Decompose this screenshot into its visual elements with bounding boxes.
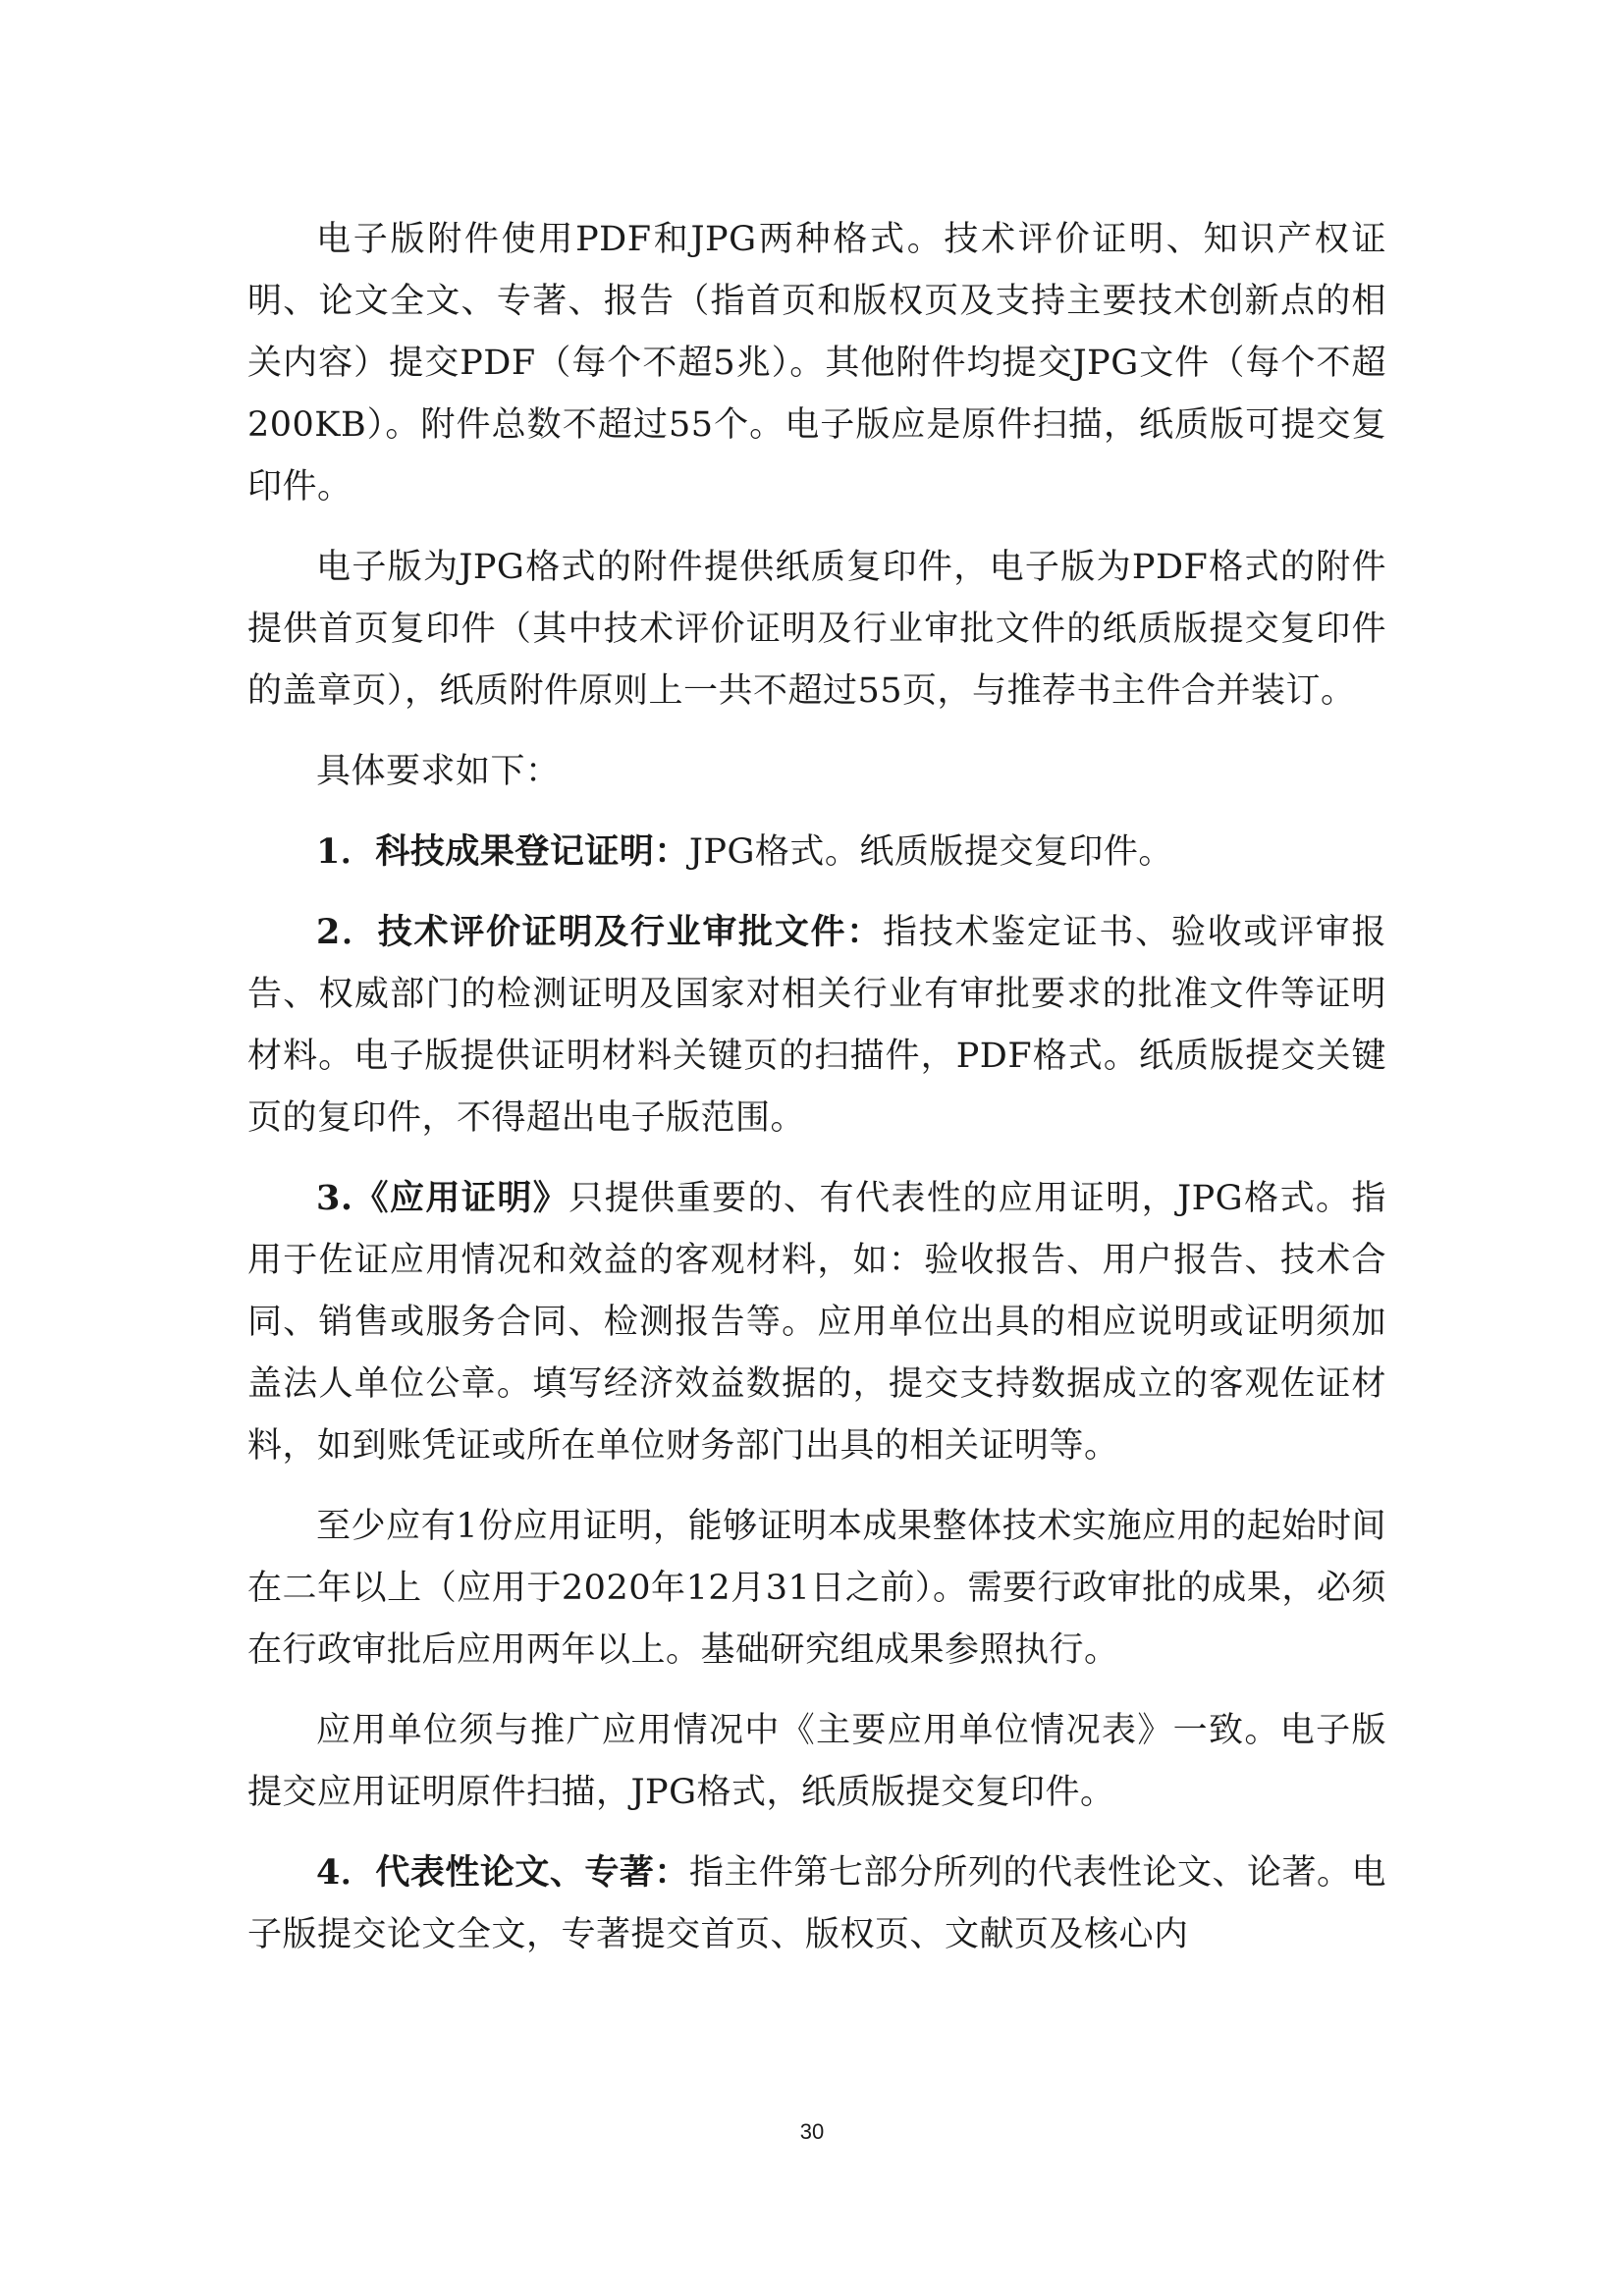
item-application-proof [247, 1167, 1386, 1477]
paragraph-text: 电子版为JPG格式的附件提供纸质复印件，电子版为PDF格式的附件提供首页复印件（其中技术评价证明及行业审批文件的纸质版提交复印件的盖章页），纸质附件原则上一共不超过55页，与推荐书主件合并装订。 [247, 548, 1386, 711]
paragraph-text: 指技术鉴定证书、验收或评审报告、权威部门的检测证明及国家对相关行业有审批要求的批准文件等证明材料。电子版提供证明材料关键页的扫描件，PDF格式。纸质版提交关键页的复印件，不得超出电子版范围。 [247, 913, 1386, 1138]
paragraph-text: 只提供重要的、有代表性的应用证明，JPG格式。指用于佐证应用情况和效益的客观材料，如：验收报告、用户报告、技术合同、销售或服务合同、检测报告等。应用单位出具的相应说明或证明须加盖法人单位公章。填写经济效益数据的，提交支持数据成立的客观佐证材料，如到账凭证或所在单位财务部门出具的相关证明等。 [247, 1179, 1386, 1466]
page-number: 30 [799, 2119, 825, 2144]
paragraph-text: 应用单位须与推广应用情况中《主要应用单位情况表》一致。电子版提交应用证明原件扫描，JPG格式，纸质版提交复印件。 [247, 1711, 1386, 1812]
item-title: 2．技术评价证明及行业审批文件： [316, 912, 884, 952]
item-title: 3.《应用证明》 [316, 1178, 569, 1218]
item-title: 4．代表性论文、专著： [316, 1852, 689, 1893]
body-text [247, 208, 1386, 1966]
paragraph-text: 至少应有1份应用证明，能够证明本成果整体技术实施应用的起始时间在二年以上（应用于2020年12月31日之前）。需要行政审批的成果，必须在行政审批后应用两年以上。基础研究组成果参照执行。 [247, 1507, 1386, 1670]
paragraph-paper-copies [247, 536, 1386, 722]
item-title: 1．科技成果登记证明： [316, 831, 689, 872]
paragraph-text: JPG格式。纸质版提交复印件。 [688, 832, 1173, 872]
paragraph-application-units [247, 1699, 1386, 1824]
paragraph-text: 指主件第七部分所列的代表性论文、论著。电子版提交论文全文，专著提交首页、版权页、文献页及核心内 [247, 1853, 1386, 1954]
paragraph-application-duration [247, 1495, 1386, 1682]
paragraph-text: 具体要求如下： [316, 752, 561, 791]
paragraph-text: 电子版附件使用PDF和JPG两种格式。技术评价证明、知识产权证明、论文全文、专著、报告（指首页和版权页及支持主要技术创新点的相关内容）提交PDF（每个不超5兆）。其他附件均提交JPG文件（每个不超200KB）。附件总数不超过55个。电子版应是原件扫描，纸质版可提交复印件。 [247, 220, 1386, 507]
item-technical-evaluation [247, 901, 1386, 1149]
paragraph-attachment-formats [247, 208, 1386, 518]
item-papers-monographs [247, 1842, 1386, 1966]
item-registration-certificate [247, 821, 1386, 883]
paragraph-requirements-intro [247, 740, 1386, 803]
